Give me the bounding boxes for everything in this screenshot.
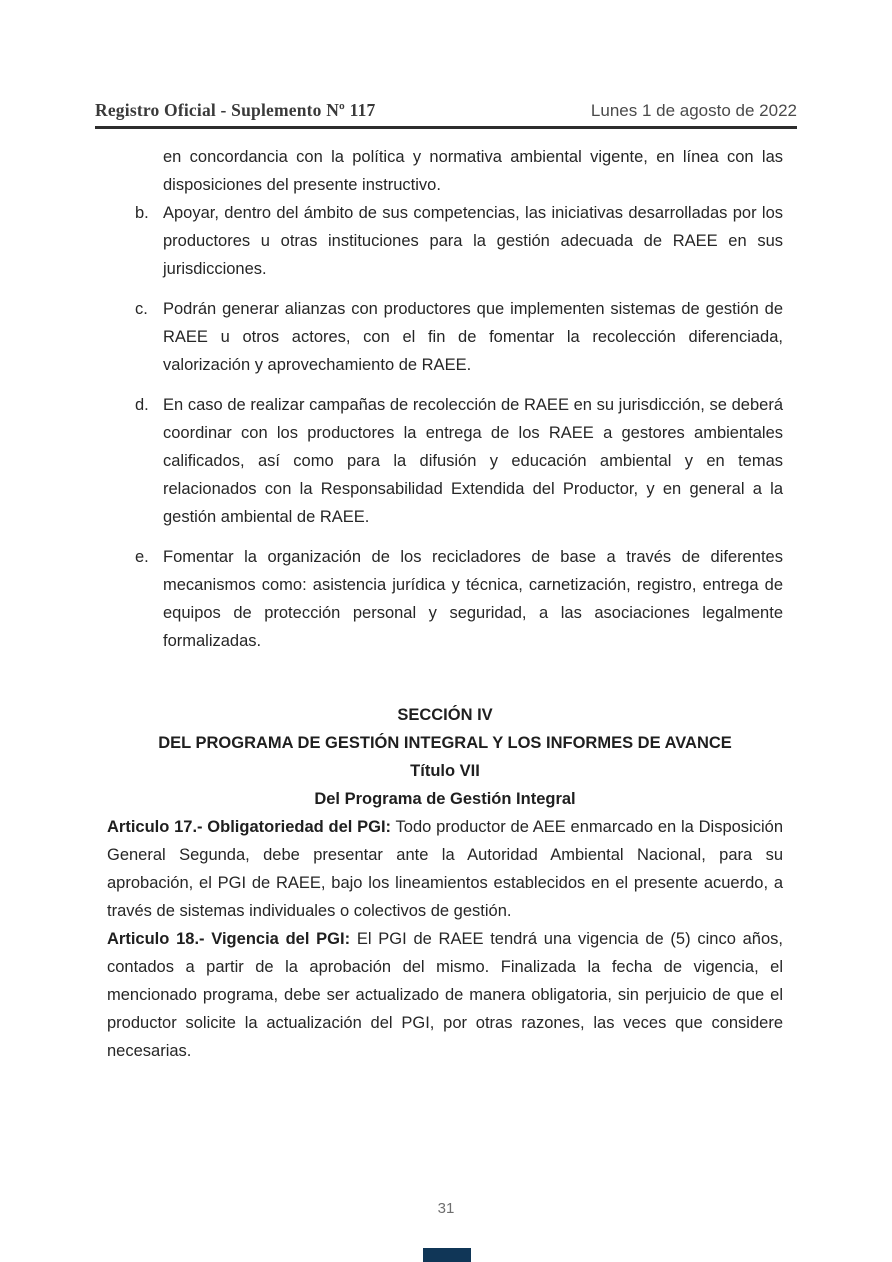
list-marker: d. <box>135 396 149 414</box>
article-17-paragraph <box>107 813 783 925</box>
header-publication-title: Registro Oficial - Suplemento Nº 117 <box>95 100 376 120</box>
subtitle-heading: Del Programa de Gestión Integral <box>314 790 576 808</box>
page-header <box>95 100 797 121</box>
list-item-text: Apoyar, dentro del ámbito de sus competencias, las iniciativas desarrolladas por los productores u otras instituciones para la gestión adecuada de RAEE en sus jurisdicciones. <box>163 204 783 278</box>
document-body <box>107 143 783 1065</box>
article-17-lead: Articulo 17.- Obligatoriedad del PGI: <box>107 818 392 836</box>
header-date: Lunes 1 de agosto de 2022 <box>590 101 797 120</box>
list-marker: c. <box>135 300 148 318</box>
list-item-d <box>107 391 783 531</box>
list-marker: b. <box>135 204 149 222</box>
list-item-text: Podrán generar alianzas con productores que implementen sistemas de gestión de RAEE u otros actores, con el fin de fomentar la recolección diferenciada, valorización y aprovechamiento de RAEE. <box>163 300 783 374</box>
program-heading: DEL PROGRAMA DE GESTIÓN INTEGRAL Y LOS INFORMES DE AVANCE <box>158 734 732 752</box>
footer-accent-bar <box>423 1248 471 1262</box>
article-18-lead: Articulo 18.- Vigencia del PGI: <box>107 930 351 948</box>
list-item-e <box>107 543 783 655</box>
section-headings <box>107 701 783 813</box>
article-17-body: Todo productor de AEE enmarcado en la Disposición General Segunda, debe presentar ante la Autoridad Ambiental Nacional, para su aprobación, el PGI de RAEE, bajo los lineamientos establecidos en el presente acuerdo, a través de sistemas individuales o colectivos de gestión. <box>107 818 783 920</box>
list-marker: e. <box>135 548 149 566</box>
list-item-text: Fomentar la organización de los recicladores de base a través de diferentes mecanismos como: asistencia jurídica y técnica, carnetización, registro, entrega de equipos de protección personal y seguridad, a las asociaciones legalmente formalizadas. <box>163 548 783 650</box>
header-rule <box>95 126 797 129</box>
list-item-c <box>107 295 783 379</box>
article-18-paragraph <box>107 925 783 1065</box>
paragraph-continuation: en concordancia con la política y normativa ambiental vigente, en línea con las disposiciones del presente instructivo. <box>163 148 783 194</box>
section-heading: SECCIÓN IV <box>397 706 493 724</box>
list-item-text: En caso de realizar campañas de recolección de RAEE en su jurisdicción, se deberá coordinar con los productores la entrega de los RAEE a gestores ambientales calificados, así como para la difusión y educación ambiental y en temas relacionados con la Responsabilidad Extendida del Productor, y en general a la gestión ambiental de RAEE. <box>163 396 783 526</box>
page-number: 31 <box>437 1200 455 1217</box>
titulo-heading: Título VII <box>410 762 480 780</box>
article-18-body: El PGI de RAEE tendrá una vigencia de (5) cinco años, contados a partir de la aprobación del mismo. Finalizada la fecha de vigencia, el mencionado programa, debe ser actualizado de manera obligatoria, sin perjuicio de que el productor solicite la actualización del PGI, por otras razones, las veces que considere necesarias. <box>107 930 783 1060</box>
list-item-b <box>107 199 783 283</box>
